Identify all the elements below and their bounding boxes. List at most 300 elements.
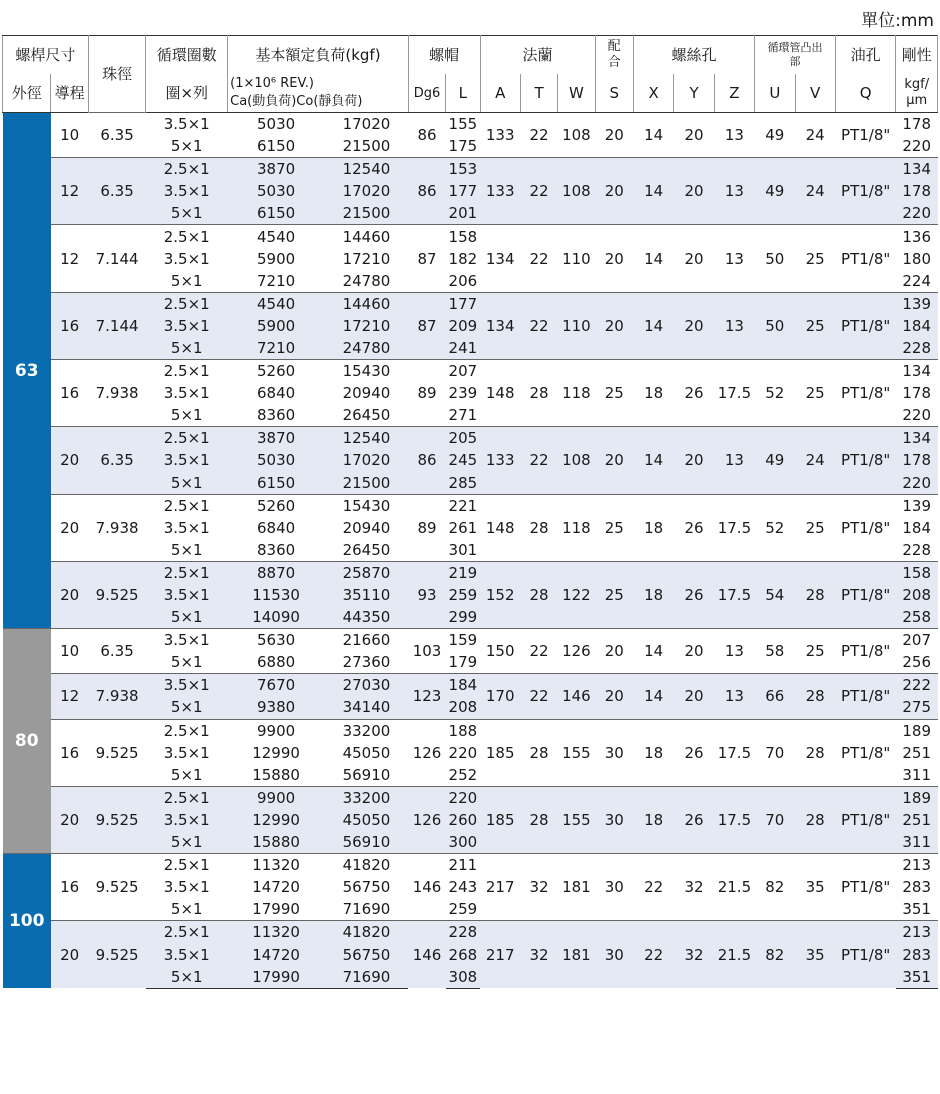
z-cell: 21.5 [714,854,754,921]
header-a: A [480,74,520,113]
q-cell: PT1/8" [835,494,896,561]
a-cell: 148 [480,360,520,427]
v-cell: 25 [795,225,835,292]
l-cell: 177 [446,292,480,315]
co-cell: 24780 [325,270,409,293]
circuit-cell: 5×1 [146,764,228,787]
ball-dia-cell: 9.525 [88,786,146,853]
l-cell: 308 [446,966,480,989]
y-cell: 26 [674,786,714,853]
a-cell: 170 [480,674,520,719]
ca-cell: 8360 [228,404,325,427]
u-cell: 50 [755,292,795,359]
rigidity-cell: 178 [896,449,938,471]
l-cell: 208 [446,696,480,719]
ca-cell: 11320 [228,854,325,877]
co-cell: 56750 [325,876,409,898]
z-cell: 17.5 [714,360,754,427]
v-cell: 25 [795,494,835,561]
x-cell: 14 [633,225,673,292]
a-cell: 217 [480,921,520,988]
a-cell: 133 [480,158,520,225]
dg6-cell: 86 [408,427,445,494]
l-cell: 220 [446,786,480,809]
circuit-cell: 5×1 [146,472,228,495]
outer-dia-cell: 63 [3,113,51,629]
y-cell: 26 [674,494,714,561]
header-rig-unit: kgf/ μm [896,74,938,113]
co-cell: 33200 [325,719,409,742]
a-cell: 148 [480,494,520,561]
rigidity-cell: 184 [896,517,938,539]
circuit-cell: 2.5×1 [146,225,228,248]
z-cell: 13 [714,158,754,225]
l-cell: 175 [446,135,480,158]
co-cell: 41820 [325,921,409,944]
rigidity-cell: 207 [896,629,938,652]
circuit-cell: 3.5×1 [146,742,228,764]
header-u: U [755,74,795,113]
ca-cell: 17990 [228,898,325,921]
lead-cell: 20 [51,921,88,988]
l-cell: 209 [446,315,480,337]
ball-dia-cell: 9.525 [88,719,146,786]
circuit-cell: 2.5×1 [146,921,228,944]
table-row [3,921,938,944]
w-cell: 118 [558,360,595,427]
rigidity-cell: 220 [896,135,938,158]
ball-dia-cell: 7.938 [88,674,146,719]
co-cell: 17020 [325,180,409,202]
rigidity-cell: 189 [896,719,938,742]
table-row [3,225,938,248]
lead-cell: 12 [51,674,88,719]
l-cell: 300 [446,831,480,854]
l-cell: 179 [446,651,480,674]
circuit-cell: 2.5×1 [146,158,228,181]
lead-cell: 10 [51,113,88,158]
co-cell: 17020 [325,113,409,136]
z-cell: 17.5 [714,786,754,853]
l-cell: 184 [446,674,480,697]
header-load-sub: (1×10⁶ REV.) Ca(動負荷)Co(靜負荷) [228,74,409,113]
circuit-cell: 3.5×1 [146,674,228,697]
dg6-cell: 93 [408,561,445,628]
lead-cell: 16 [51,719,88,786]
header-nut: 螺帽 [408,36,480,75]
l-cell: 207 [446,360,480,383]
rigidity-cell: 228 [896,539,938,562]
lead-cell: 10 [51,629,88,674]
v-cell: 28 [795,719,835,786]
circuit-cell: 5×1 [146,696,228,719]
l-cell: 219 [446,561,480,584]
rigidity-cell: 251 [896,809,938,831]
ball-dia-cell: 6.35 [88,629,146,674]
table-row [3,854,938,877]
t-cell: 28 [520,719,557,786]
l-cell: 206 [446,270,480,293]
ca-cell: 3870 [228,427,325,450]
ca-cell: 9900 [228,719,325,742]
ball-dia-cell: 6.35 [88,113,146,158]
ca-cell: 5630 [228,629,325,652]
rigidity-cell: 275 [896,696,938,719]
z-cell: 21.5 [714,921,754,988]
circuit-cell: 2.5×1 [146,854,228,877]
ca-cell: 15880 [228,831,325,854]
y-cell: 20 [674,674,714,719]
ca-cell: 6150 [228,202,325,225]
s-cell: 20 [595,158,633,225]
co-cell: 26450 [325,539,409,562]
co-cell: 34140 [325,696,409,719]
v-cell: 24 [795,158,835,225]
co-cell: 41820 [325,854,409,877]
ca-cell: 4540 [228,292,325,315]
x-cell: 22 [633,921,673,988]
t-cell: 32 [520,854,557,921]
y-cell: 26 [674,360,714,427]
q-cell: PT1/8" [835,158,896,225]
lead-cell: 20 [51,427,88,494]
rigidity-cell: 213 [896,921,938,944]
w-cell: 155 [558,719,595,786]
v-cell: 25 [795,360,835,427]
rigidity-cell: 134 [896,158,938,181]
v-cell: 25 [795,629,835,674]
w-cell: 122 [558,561,595,628]
x-cell: 18 [633,786,673,853]
dg6-cell: 126 [408,786,445,853]
lead-cell: 20 [51,494,88,561]
co-cell: 17210 [325,248,409,270]
header-t: T [520,74,557,113]
l-cell: 205 [446,427,480,450]
co-cell: 20940 [325,382,409,404]
header-y: Y [674,74,714,113]
rigidity-cell: 134 [896,360,938,383]
a-cell: 133 [480,113,520,158]
co-cell: 12540 [325,158,409,181]
header-oil: 油孔 [835,36,896,75]
dg6-cell: 86 [408,158,445,225]
q-cell: PT1/8" [835,225,896,292]
rigidity-cell: 158 [896,561,938,584]
v-cell: 28 [795,786,835,853]
header-outer-dia: 外徑 [3,74,51,113]
circuit-cell: 3.5×1 [146,517,228,539]
co-cell: 21500 [325,472,409,495]
l-cell: 271 [446,404,480,427]
ball-dia-cell: 6.35 [88,427,146,494]
u-cell: 54 [755,561,795,628]
ball-dia-cell: 9.525 [88,921,146,988]
s-cell: 30 [595,921,633,988]
t-cell: 22 [520,225,557,292]
table-row [3,427,938,450]
y-cell: 26 [674,561,714,628]
unit-label: 單位:mm [861,11,934,31]
circuit-cell: 5×1 [146,898,228,921]
w-cell: 118 [558,494,595,561]
rigidity-cell: 184 [896,315,938,337]
co-cell: 35110 [325,584,409,606]
u-cell: 66 [755,674,795,719]
header-flange: 法蘭 [480,36,595,75]
rigidity-cell: 189 [896,786,938,809]
q-cell: PT1/8" [835,921,896,988]
v-cell: 35 [795,854,835,921]
lead-cell: 20 [51,561,88,628]
dg6-cell: 87 [408,292,445,359]
s-cell: 20 [595,225,633,292]
a-cell: 134 [480,292,520,359]
table-row [3,786,938,809]
y-cell: 26 [674,719,714,786]
dg6-cell: 86 [408,113,445,158]
ca-cell: 8360 [228,539,325,562]
l-cell: 228 [446,921,480,944]
circuit-cell: 3.5×1 [146,180,228,202]
z-cell: 13 [714,674,754,719]
co-cell: 33200 [325,786,409,809]
circuit-cell: 3.5×1 [146,584,228,606]
l-cell: 260 [446,809,480,831]
rigidity-cell: 251 [896,742,938,764]
circuit-cell: 3.5×1 [146,876,228,898]
header-screw-size: 螺桿尺寸 [3,36,89,75]
s-cell: 25 [595,561,633,628]
w-cell: 181 [558,921,595,988]
co-cell: 12540 [325,427,409,450]
co-cell: 14460 [325,225,409,248]
u-cell: 82 [755,854,795,921]
ca-cell: 8870 [228,561,325,584]
ca-cell: 6840 [228,517,325,539]
x-cell: 18 [633,360,673,427]
lead-cell: 12 [51,225,88,292]
s-cell: 20 [595,292,633,359]
table-row [3,719,938,742]
co-cell: 21660 [325,629,409,652]
lead-cell: 20 [51,786,88,853]
y-cell: 20 [674,629,714,674]
s-cell: 25 [595,494,633,561]
a-cell: 185 [480,786,520,853]
q-cell: PT1/8" [835,854,896,921]
ca-cell: 4540 [228,225,325,248]
w-cell: 108 [558,113,595,158]
table-row [3,494,938,517]
x-cell: 14 [633,674,673,719]
circuit-cell: 3.5×1 [146,449,228,471]
ca-cell: 5900 [228,248,325,270]
co-cell: 17020 [325,449,409,471]
lead-cell: 16 [51,854,88,921]
table-row [3,113,938,136]
rigidity-cell: 136 [896,225,938,248]
x-cell: 22 [633,854,673,921]
l-cell: 261 [446,517,480,539]
ball-dia-cell: 6.35 [88,158,146,225]
w-cell: 181 [558,854,595,921]
co-cell: 56910 [325,831,409,854]
v-cell: 28 [795,674,835,719]
co-cell: 20940 [325,517,409,539]
circuit-cell: 5×1 [146,135,228,158]
ca-cell: 14720 [228,943,325,965]
circuit-cell: 3.5×1 [146,809,228,831]
ball-dia-cell: 7.938 [88,494,146,561]
z-cell: 17.5 [714,494,754,561]
ca-cell: 5030 [228,180,325,202]
circuit-cell: 2.5×1 [146,360,228,383]
co-cell: 21500 [325,135,409,158]
dg6-cell: 146 [408,921,445,988]
l-cell: 159 [446,629,480,652]
l-cell: 245 [446,449,480,471]
dg6-cell: 89 [408,494,445,561]
l-cell: 177 [446,180,480,202]
q-cell: PT1/8" [835,360,896,427]
l-cell: 201 [446,202,480,225]
u-cell: 49 [755,113,795,158]
rigidity-cell: 224 [896,270,938,293]
header-load: 基本額定負荷(kgf) [228,36,409,75]
header-circuit-sub: 圈×列 [146,74,228,113]
co-cell: 56750 [325,943,409,965]
t-cell: 32 [520,921,557,988]
s-cell: 30 [595,719,633,786]
u-cell: 70 [755,786,795,853]
t-cell: 28 [520,786,557,853]
rigidity-cell: 258 [896,606,938,629]
y-cell: 20 [674,292,714,359]
y-cell: 32 [674,921,714,988]
ca-cell: 5030 [228,449,325,471]
w-cell: 108 [558,427,595,494]
a-cell: 134 [480,225,520,292]
a-cell: 152 [480,561,520,628]
co-cell: 44350 [325,606,409,629]
l-cell: 243 [446,876,480,898]
dg6-cell: 103 [408,629,445,674]
ca-cell: 5260 [228,494,325,517]
w-cell: 126 [558,629,595,674]
header-ball-dia: 珠徑 [88,36,146,113]
dg6-cell: 89 [408,360,445,427]
s-cell: 20 [595,113,633,158]
u-cell: 70 [755,719,795,786]
co-cell: 45050 [325,809,409,831]
rigidity-cell: 228 [896,337,938,360]
y-cell: 20 [674,158,714,225]
l-cell: 241 [446,337,480,360]
y-cell: 20 [674,427,714,494]
t-cell: 28 [520,561,557,628]
rigidity-cell: 222 [896,674,938,697]
ca-cell: 15880 [228,764,325,787]
q-cell: PT1/8" [835,719,896,786]
s-cell: 20 [595,629,633,674]
table-row [3,158,938,181]
ca-cell: 3870 [228,158,325,181]
rigidity-cell: 213 [896,854,938,877]
ball-dia-cell: 7.144 [88,292,146,359]
ca-cell: 14720 [228,876,325,898]
u-cell: 49 [755,427,795,494]
circuit-cell: 5×1 [146,270,228,293]
ca-cell: 9900 [228,786,325,809]
co-cell: 45050 [325,742,409,764]
rigidity-cell: 351 [896,898,938,921]
circuit-cell: 2.5×1 [146,427,228,450]
header-fit: 配 合 [595,36,633,75]
ball-dia-cell: 9.525 [88,561,146,628]
x-cell: 14 [633,158,673,225]
x-cell: 14 [633,292,673,359]
x-cell: 18 [633,494,673,561]
v-cell: 24 [795,113,835,158]
rigidity-cell: 134 [896,427,938,450]
ca-cell: 7210 [228,270,325,293]
rigidity-cell: 220 [896,202,938,225]
rigidity-cell: 180 [896,248,938,270]
header-bolt: 螺絲孔 [633,36,754,75]
l-cell: 211 [446,854,480,877]
z-cell: 13 [714,427,754,494]
header-s: S [595,74,633,113]
a-cell: 185 [480,719,520,786]
circuit-cell: 5×1 [146,606,228,629]
z-cell: 17.5 [714,719,754,786]
co-cell: 15430 [325,494,409,517]
ca-cell: 5030 [228,113,325,136]
w-cell: 110 [558,292,595,359]
ball-dia-cell: 7.144 [88,225,146,292]
l-cell: 252 [446,764,480,787]
v-cell: 35 [795,921,835,988]
header-z: Z [714,74,754,113]
x-cell: 14 [633,113,673,158]
circuit-cell: 2.5×1 [146,292,228,315]
q-cell: PT1/8" [835,113,896,158]
x-cell: 18 [633,719,673,786]
table-row [3,292,938,315]
ca-cell: 7670 [228,674,325,697]
ca-cell: 11530 [228,584,325,606]
ca-cell: 14090 [228,606,325,629]
l-cell: 182 [446,248,480,270]
header-q: Q [835,74,896,113]
header-tube: 循環管凸出 部 [755,36,836,75]
co-cell: 24780 [325,337,409,360]
ball-dia-cell: 7.938 [88,360,146,427]
u-cell: 50 [755,225,795,292]
w-cell: 155 [558,786,595,853]
s-cell: 30 [595,854,633,921]
x-cell: 14 [633,629,673,674]
w-cell: 110 [558,225,595,292]
l-cell: 299 [446,606,480,629]
l-cell: 220 [446,742,480,764]
rigidity-cell: 178 [896,113,938,136]
v-cell: 28 [795,561,835,628]
l-cell: 158 [446,225,480,248]
dg6-cell: 123 [408,674,445,719]
rigidity-cell: 256 [896,651,938,674]
